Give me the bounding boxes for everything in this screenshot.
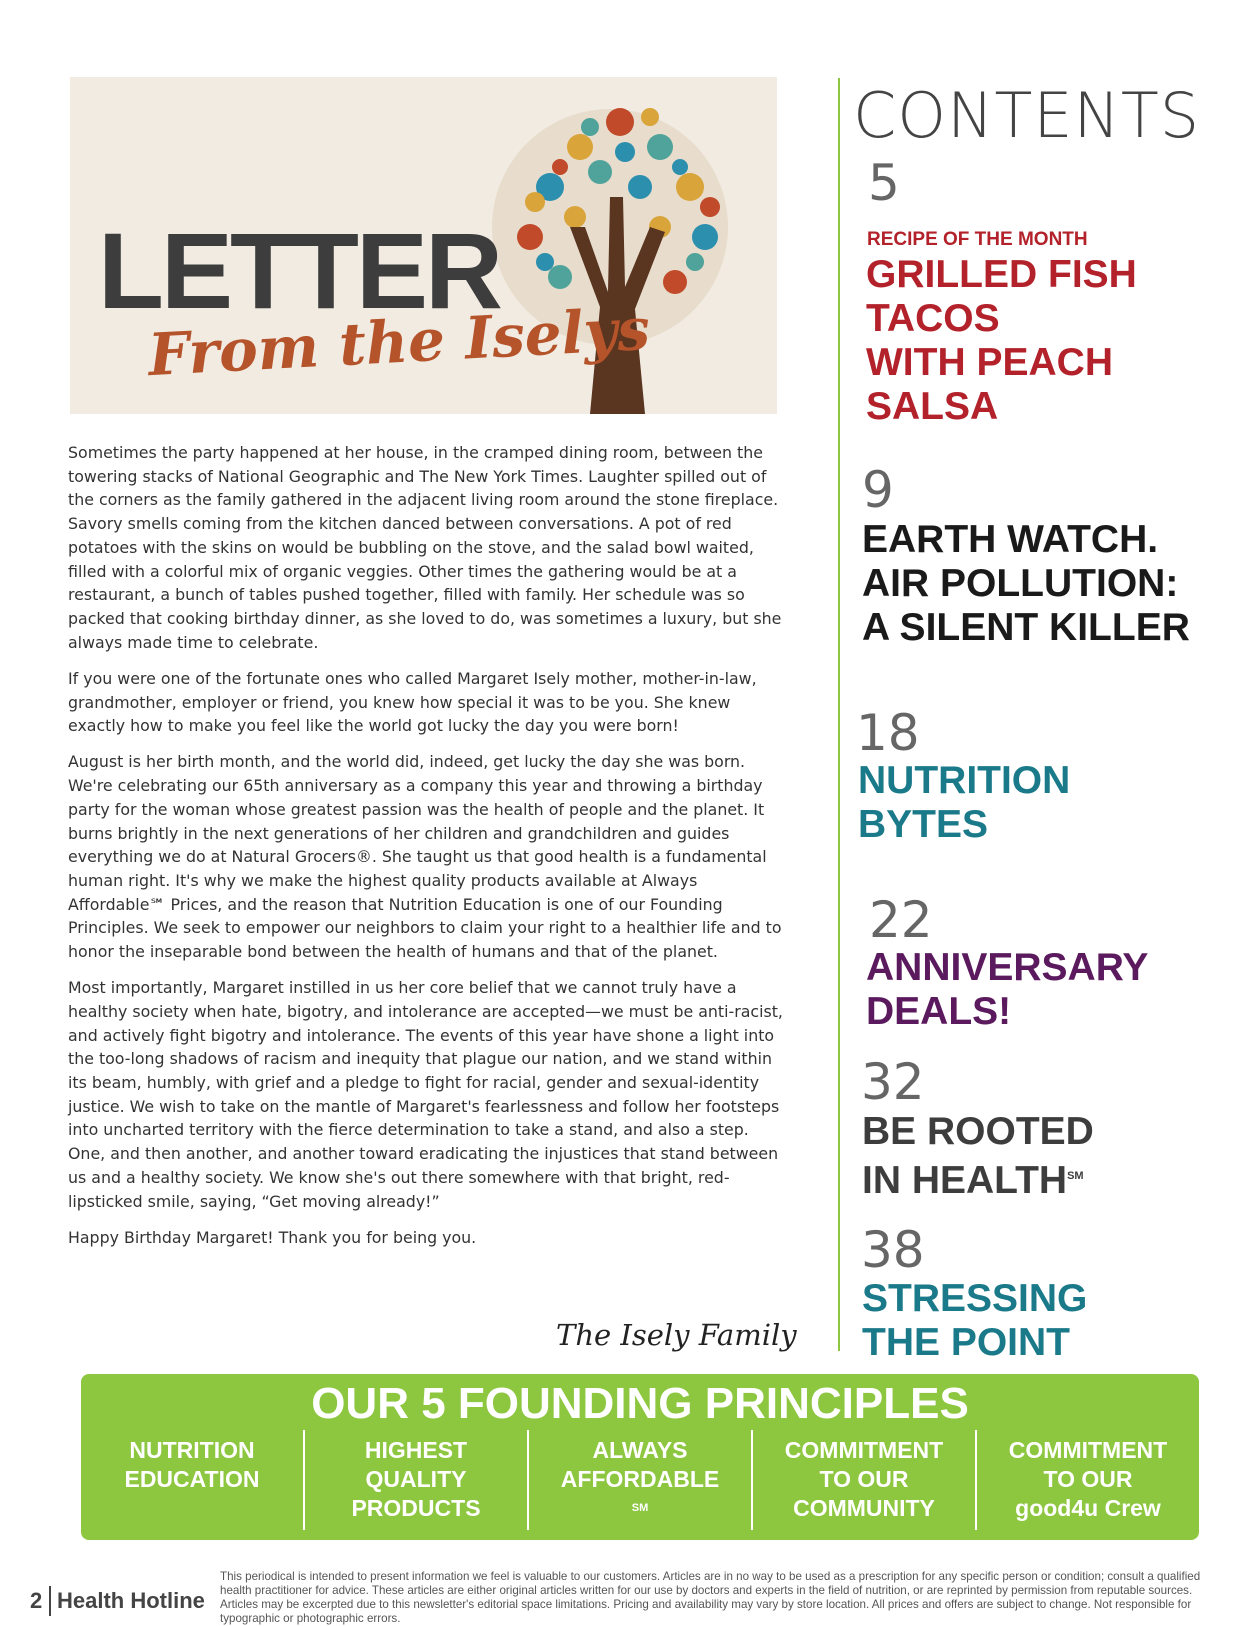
service-mark: SM [631, 1502, 649, 1514]
letter-paragraph: August is her birth month, and the world did, indeed, get lucky the day she was born. We're celebrating our 65th anniversary as a company this year and throwing a birthday party for the woman whose greatest passion was the health of people and the planet. It burns brightly in the next generations of her children and grandchildren and guides everything we do at Natural Grocers®. She taught us that good health is a fundamental human right. It's why we make the highest quality products available at Always Affordable℠ Prices, and the reason that Nutrition Education is one of our Founding Principles. We seek to empower our neighbors to claim your right to a healthier life and to honor the inseparable bond between the health of humans and that of the planet. [68, 752, 782, 962]
contents-item-line: DEALS! [866, 990, 1012, 1033]
contents-item-line: AIR POLLUTION: [862, 562, 1179, 605]
principle-nutrition-education [81, 1430, 303, 1530]
contents-page-number: 18 [856, 704, 920, 762]
principle-line: QUALITY [365, 1466, 467, 1492]
contents-page-number: 22 [869, 891, 933, 949]
contents-item-recipe[interactable] [866, 253, 1137, 429]
signature: The Isely Family [556, 1318, 797, 1352]
contents-item-line: IN HEALTH [862, 1159, 1068, 1202]
letter-paragraph: Happy Birthday Margaret! Thank you for being you. [68, 1227, 477, 1247]
principle-line: HIGHEST [364, 1437, 468, 1463]
letter-paragraph: Most importantly, Margaret instilled in us her core belief that we cannot truly have a healthy society when hate, bigotry, and intolerance are accepted—we must be anti-racist, and actively fight bigotry and intolerance. The events of this year have shone a light into the too-long shadows of racism and inequity that plague our nation, and we stand within its beam, humbly, with grief and a pledge to fight for racial, gender and sexual-identity justice. We wish to take on the mantle of Margaret's fearlessness and follow her footsteps into uncharted territory with the fierce determination to take a stand, and also a step. One, and then another, and another toward eradicating the injustices that stand between us and a healthy society. We know she's out there somewhere with that bright, red-lipsticked smile, saying, “Get moving already!” [68, 978, 783, 1211]
footer-divider [49, 1586, 51, 1616]
principle-highest-quality [303, 1430, 527, 1530]
letter-paragraph: Sometimes the party happened at her house, in the cramped dining room, between the towering stacks of National Geographic and The New York Times. Laughter spilled out of the corners as the family gathered in the adjacent living room around the stone fireplace. Savory smells coming from the kitchen danced between conversations. A pot of red potatoes with the skins on would be bubbling on the stove, and the salad bowl waited, filled with a colorful mix of organic veggies. Other times the gathering would be at a restaurant, a bunch of tables pushed together, filled with family. Her schedule was so packed that cooking birthday dinner, as she loved to do, was sometimes a luxury, but she always made time to celebrate. [68, 443, 782, 652]
principle-line: COMMUNITY [793, 1495, 935, 1521]
contents-item-line: SALSA [866, 385, 999, 428]
principle-line: COMMITMENT [784, 1437, 944, 1463]
principle-line: AFFORDABLE [560, 1466, 720, 1492]
principles-row [81, 1430, 1199, 1530]
principle-always-affordable [527, 1430, 751, 1530]
page-footer [30, 1570, 1230, 1625]
contents-item-anniversary-deals[interactable] [866, 946, 1148, 1034]
principle-line: EDUCATION [124, 1466, 260, 1492]
founding-principles-box [81, 1374, 1199, 1540]
contents-item-stressing-the-point[interactable] [862, 1277, 1087, 1365]
contents-page-number: 38 [861, 1221, 925, 1279]
page-number: 2 [30, 1588, 43, 1613]
contents-item-line: BYTES [858, 803, 989, 846]
contents-item-line: WITH PEACH [866, 341, 1113, 384]
hero-title: LETTER [98, 210, 500, 331]
letter-paragraph: If you were one of the fortunate ones who called Margaret Isely mother, mother-in-law, grandmother, employer or friend, you knew how special it was to be you. She knew exactly how to make you feel like the world got lucky the day you were born! [68, 668, 757, 736]
contents-item-line: NUTRITION [858, 759, 1071, 802]
contents-page-number: 9 [862, 461, 894, 519]
contents-item-line: TACOS [866, 297, 1000, 340]
principle-line: TO OUR [1043, 1466, 1133, 1492]
hero-banner [70, 77, 777, 414]
principle-line: TO OUR [819, 1466, 909, 1492]
principle-line: ALWAYS [592, 1437, 688, 1463]
letter-body [68, 441, 788, 1262]
contents-item-line: STRESSING [862, 1277, 1088, 1320]
contents-kicker: RECIPE OF THE MONTH [867, 229, 1088, 250]
contents-item-be-rooted[interactable] [862, 1110, 1094, 1203]
principle-line: good4u Crew [1015, 1495, 1161, 1521]
contents-item-line: GRILLED FISH [866, 253, 1137, 296]
contents-page-number: 5 [868, 154, 900, 212]
contents-item-nutrition-bytes[interactable] [858, 759, 1070, 847]
principle-good4u-crew [975, 1430, 1199, 1530]
contents-item-earth-watch[interactable] [862, 518, 1190, 650]
contents-item-line: A SILENT KILLER [862, 606, 1190, 649]
founding-principles-title: OUR 5 FOUNDING PRINCIPLES [311, 1379, 969, 1428]
disclaimer: This periodical is intended to present information we feel is valuable to our customers. Articles are in no way to be used as a prescription for any specific person or condition; consult a qualified health practitioner for advice. These articles are either original articles written for our use by doctors and experts in the field of nutrition, or are reprinted by permission from reputable sources. Articles may be excerpted due to this newsletter's editorial space limitations. Pricing and availability may vary by store location. All prices and offers are subject to change. Not responsible for typographic or photographic errors. [220, 1570, 1201, 1625]
principle-community [751, 1430, 975, 1530]
principle-line: PRODUCTS [351, 1495, 481, 1521]
principle-line: NUTRITION [129, 1437, 255, 1463]
contents-divider [838, 78, 840, 1351]
contents-item-line: EARTH WATCH. [862, 518, 1159, 561]
contents-page-number: 32 [861, 1053, 925, 1111]
service-mark: SM [1067, 1170, 1084, 1182]
principle-line: COMMITMENT [1008, 1437, 1168, 1463]
contents-item-line: BE ROOTED [862, 1110, 1094, 1153]
contents-item-line: THE POINT [862, 1321, 1071, 1364]
hero-subtitle: From the Iselys [146, 294, 652, 390]
publication-name: Health Hotline [57, 1588, 205, 1613]
contents-title: CONTENTS [853, 79, 1201, 152]
contents-item-line: ANNIVERSARY [866, 946, 1149, 989]
